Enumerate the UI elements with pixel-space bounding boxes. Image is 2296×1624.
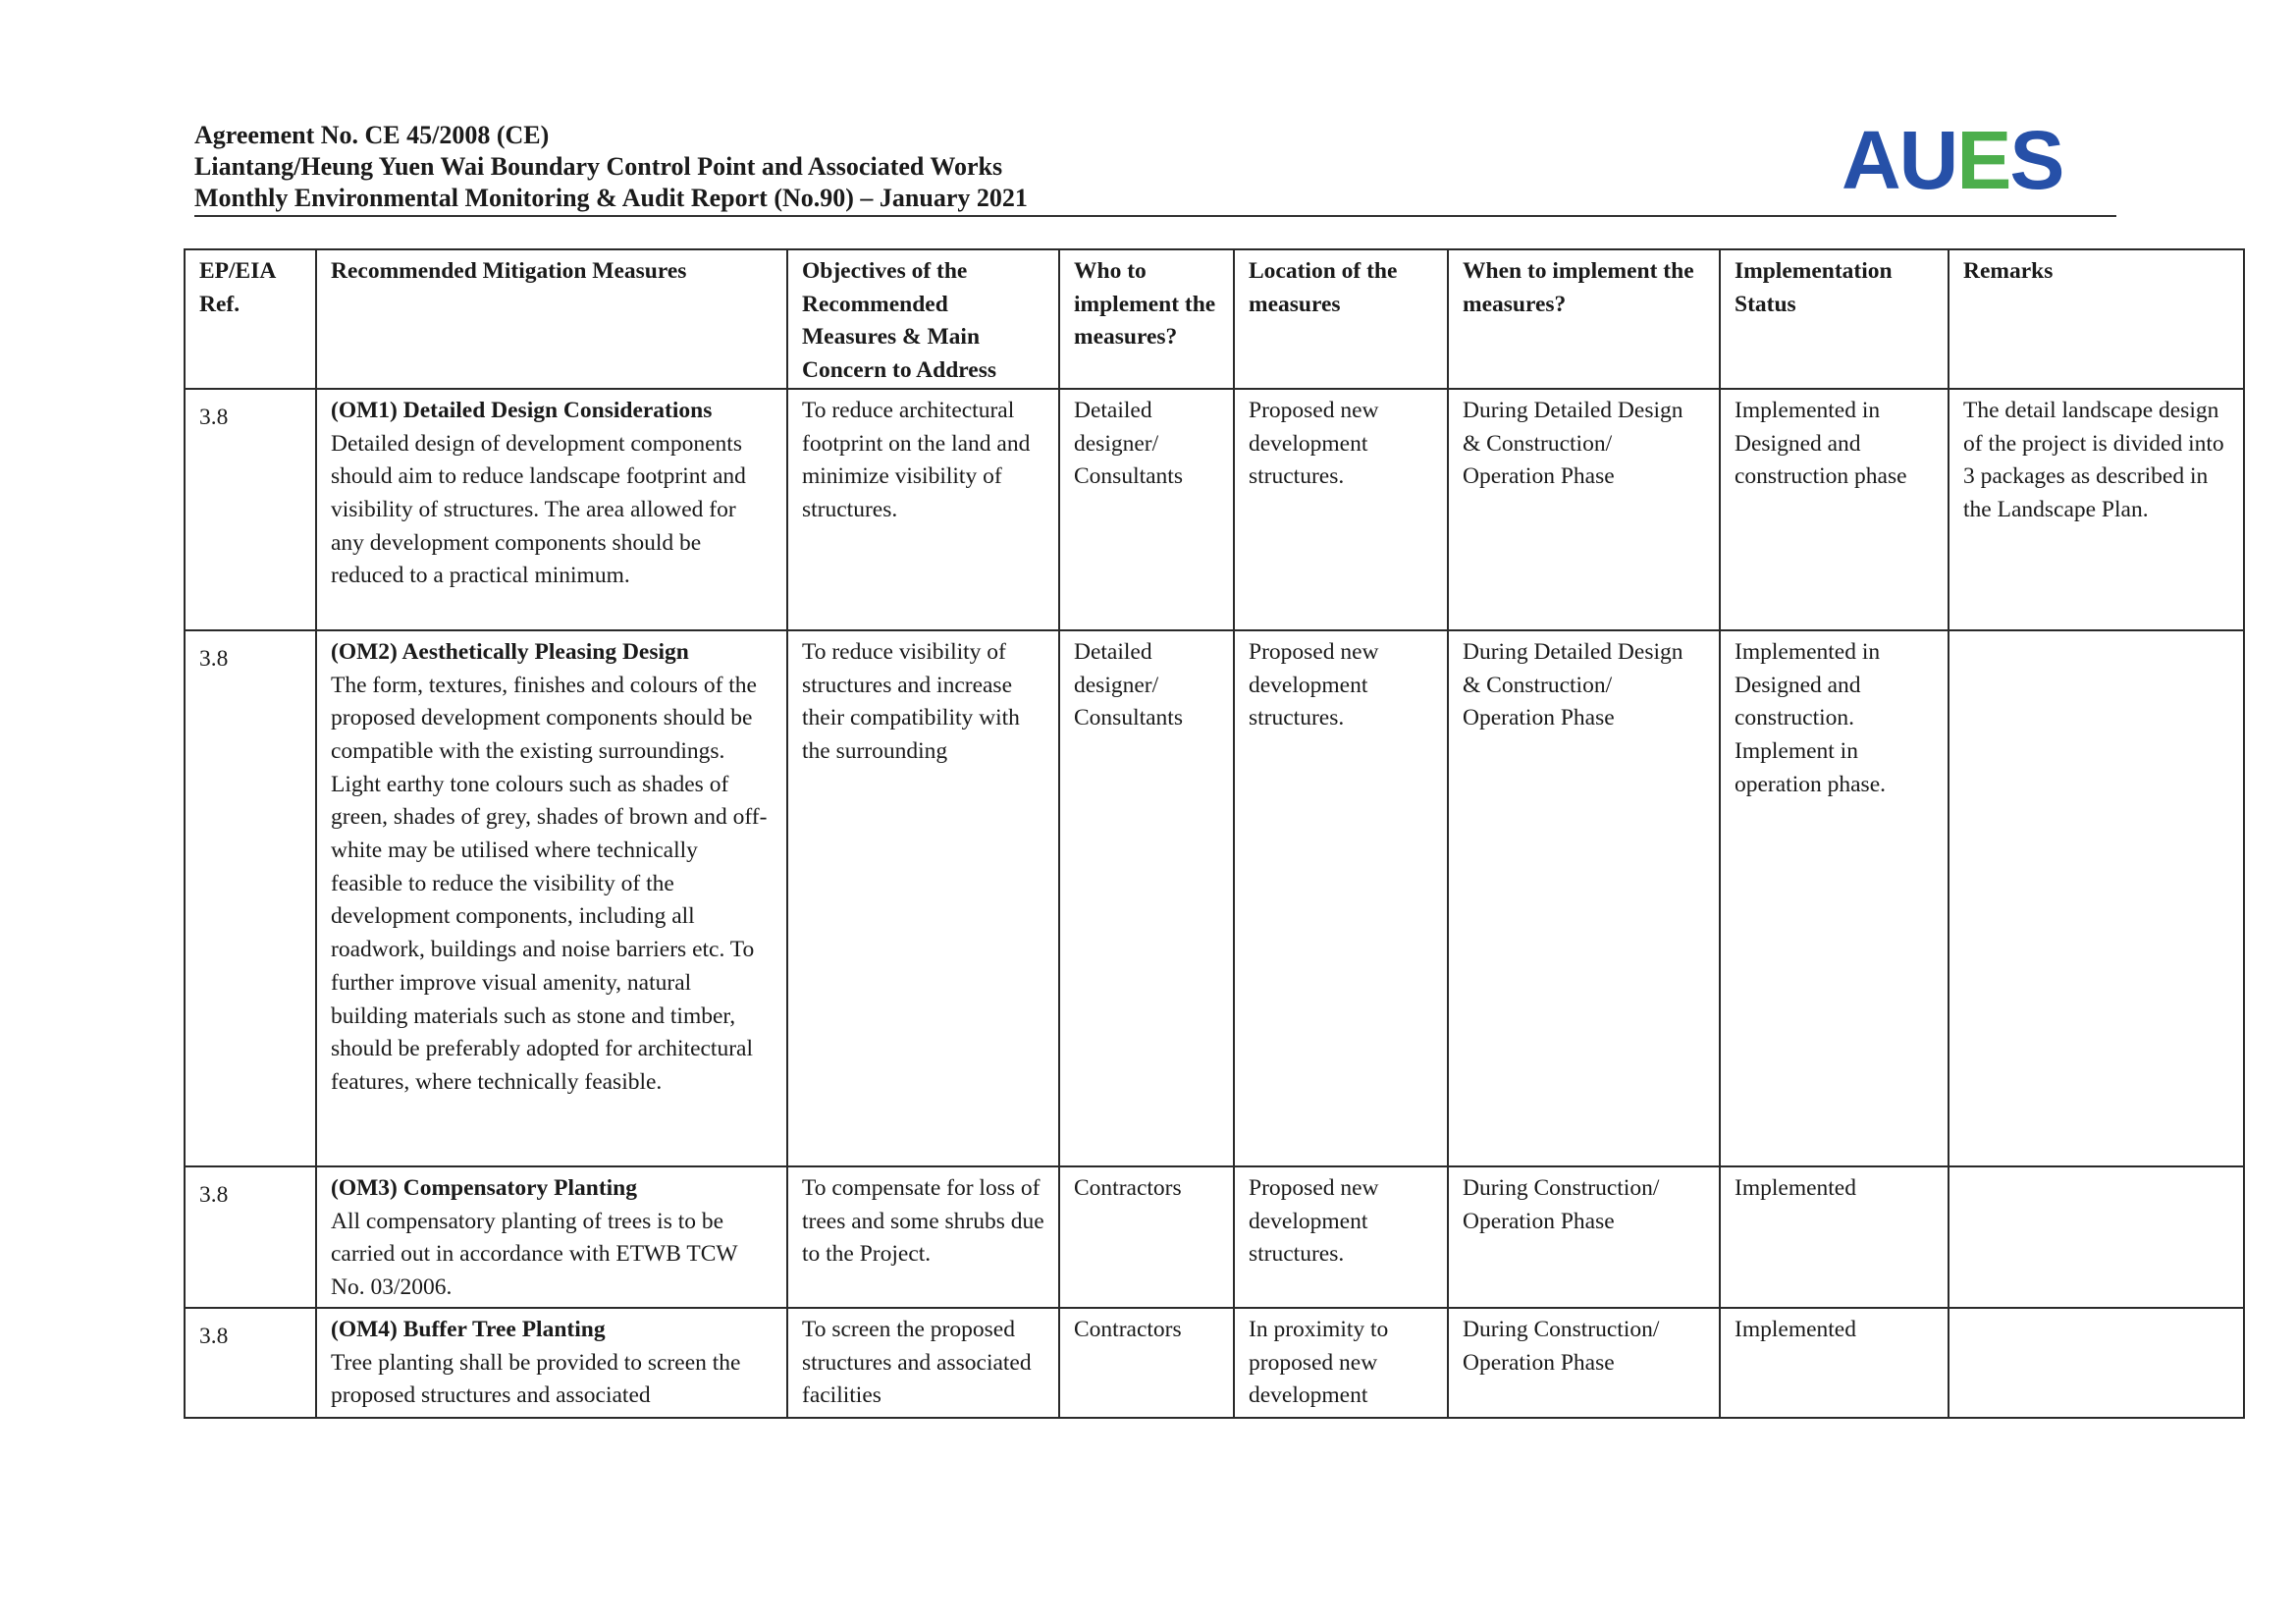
ref-cell: 3.8	[185, 1308, 316, 1418]
table-row	[185, 630, 2244, 1166]
remarks-cell: The detail landscape design of the project is divided into 3 packages as described in the Landscape Plan.	[1949, 389, 2244, 630]
status-cell: Implemented	[1720, 1308, 1949, 1418]
when-cell: During Detailed Design & Construction/ Operation Phase	[1448, 630, 1720, 1166]
location-cell: Proposed new development structures.	[1234, 630, 1448, 1166]
header-divider	[194, 215, 2116, 217]
col-header-ref: EP/EIA Ref.	[185, 249, 316, 389]
who-cell: Detailed designer/ Consultants	[1059, 630, 1234, 1166]
measure-cell	[316, 389, 787, 630]
remarks-cell	[1949, 630, 2244, 1166]
who-cell: Detailed designer/ Consultants	[1059, 389, 1234, 630]
measure-cell	[316, 1308, 787, 1418]
who-cell: Contractors	[1059, 1166, 1234, 1308]
ref-cell: 3.8	[185, 389, 316, 630]
when-cell: During Construction/ Operation Phase	[1448, 1308, 1720, 1418]
measure-text: Tree planting shall be provided to screen the proposed structures and associated	[331, 1349, 741, 1409]
project-title: Liantang/Heung Yuen Wai Boundary Control Point and Associated Works	[194, 152, 1003, 181]
measure-text: All compensatory planting of trees is to be carried out in accordance with ETWB TCW No. 03/2006.	[331, 1208, 738, 1300]
table-header-row	[185, 249, 2244, 389]
status-cell: Implemented	[1720, 1166, 1949, 1308]
ref-cell: 3.8	[185, 1166, 316, 1308]
measure-title: (OM4) Buffer Tree Planting	[331, 1316, 606, 1342]
col-header-status: Implementation Status	[1720, 249, 1949, 389]
remarks-cell	[1949, 1308, 2244, 1418]
col-header-when: When to implement the measures?	[1448, 249, 1720, 389]
table-row	[185, 389, 2244, 630]
who-cell: Contractors	[1059, 1308, 1234, 1418]
location-cell: Proposed new development structures.	[1234, 389, 1448, 630]
status-cell: Implemented in Designed and construction phase	[1720, 389, 1949, 630]
measure-cell	[316, 630, 787, 1166]
objective-cell: To compensate for loss of trees and some shrubs due to the Project.	[787, 1166, 1059, 1308]
agreement-number: Agreement No. CE 45/2008 (CE)	[194, 121, 550, 149]
when-cell: During Detailed Design & Construction/ Operation Phase	[1448, 389, 1720, 630]
mitigation-measures-table	[184, 248, 2245, 1419]
document-header	[194, 120, 1028, 214]
when-cell: During Construction/ Operation Phase	[1448, 1166, 1720, 1308]
status-cell: Implemented in Designed and construction. Implement in operation phase.	[1720, 630, 1949, 1166]
objective-cell: To reduce visibility of structures and increase their compatibility with the surrounding	[787, 630, 1059, 1166]
measure-text: Detailed design of development components should aim to reduce landscape footprint and visibility of structures. The area allowed for any development components should be reduced to a practical minimum.	[331, 430, 746, 589]
location-cell: In proximity to proposed new development	[1234, 1308, 1448, 1418]
col-header-location: Location of the measures	[1234, 249, 1448, 389]
report-title: Monthly Environmental Monitoring & Audit Report (No.90) – January 2021	[194, 184, 1028, 212]
measure-title: (OM2) Aesthetically Pleasing Design	[331, 638, 689, 665]
remarks-cell	[1949, 1166, 2244, 1308]
col-header-measures: Recommended Mitigation Measures	[316, 249, 787, 389]
col-header-remarks: Remarks	[1949, 249, 2244, 389]
measure-title: (OM1) Detailed Design Considerations	[331, 397, 713, 423]
objective-cell: To reduce architectural footprint on the land and minimize visibility of structures.	[787, 389, 1059, 630]
measure-title: (OM3) Compensatory Planting	[331, 1174, 638, 1201]
objective-cell: To screen the proposed structures and associated facilities	[787, 1308, 1059, 1418]
aues-logo: AUES	[1842, 114, 2063, 206]
location-cell: Proposed new development structures.	[1234, 1166, 1448, 1308]
ref-cell: 3.8	[185, 630, 316, 1166]
table-row	[185, 1166, 2244, 1308]
measure-text: The form, textures, finishes and colours of the proposed development components should be compatible with the existing surroundings. Light earthy tone colours such as shades of green, shades of grey, shades of brown and off-white may be utilised where technically feasible to reduce the visibility of the development components, including all roadwork, buildings and noise barriers etc. To further improve visual amenity, natural building materials such as stone and timber, should be preferably adopted for architectural features, where technically feasible.	[331, 672, 768, 1095]
col-header-objectives: Objectives of the Recommended Measures & Main Concern to Address	[787, 249, 1059, 389]
measure-cell	[316, 1166, 787, 1308]
col-header-who: Who to implement the measures?	[1059, 249, 1234, 389]
table-row	[185, 1308, 2244, 1418]
